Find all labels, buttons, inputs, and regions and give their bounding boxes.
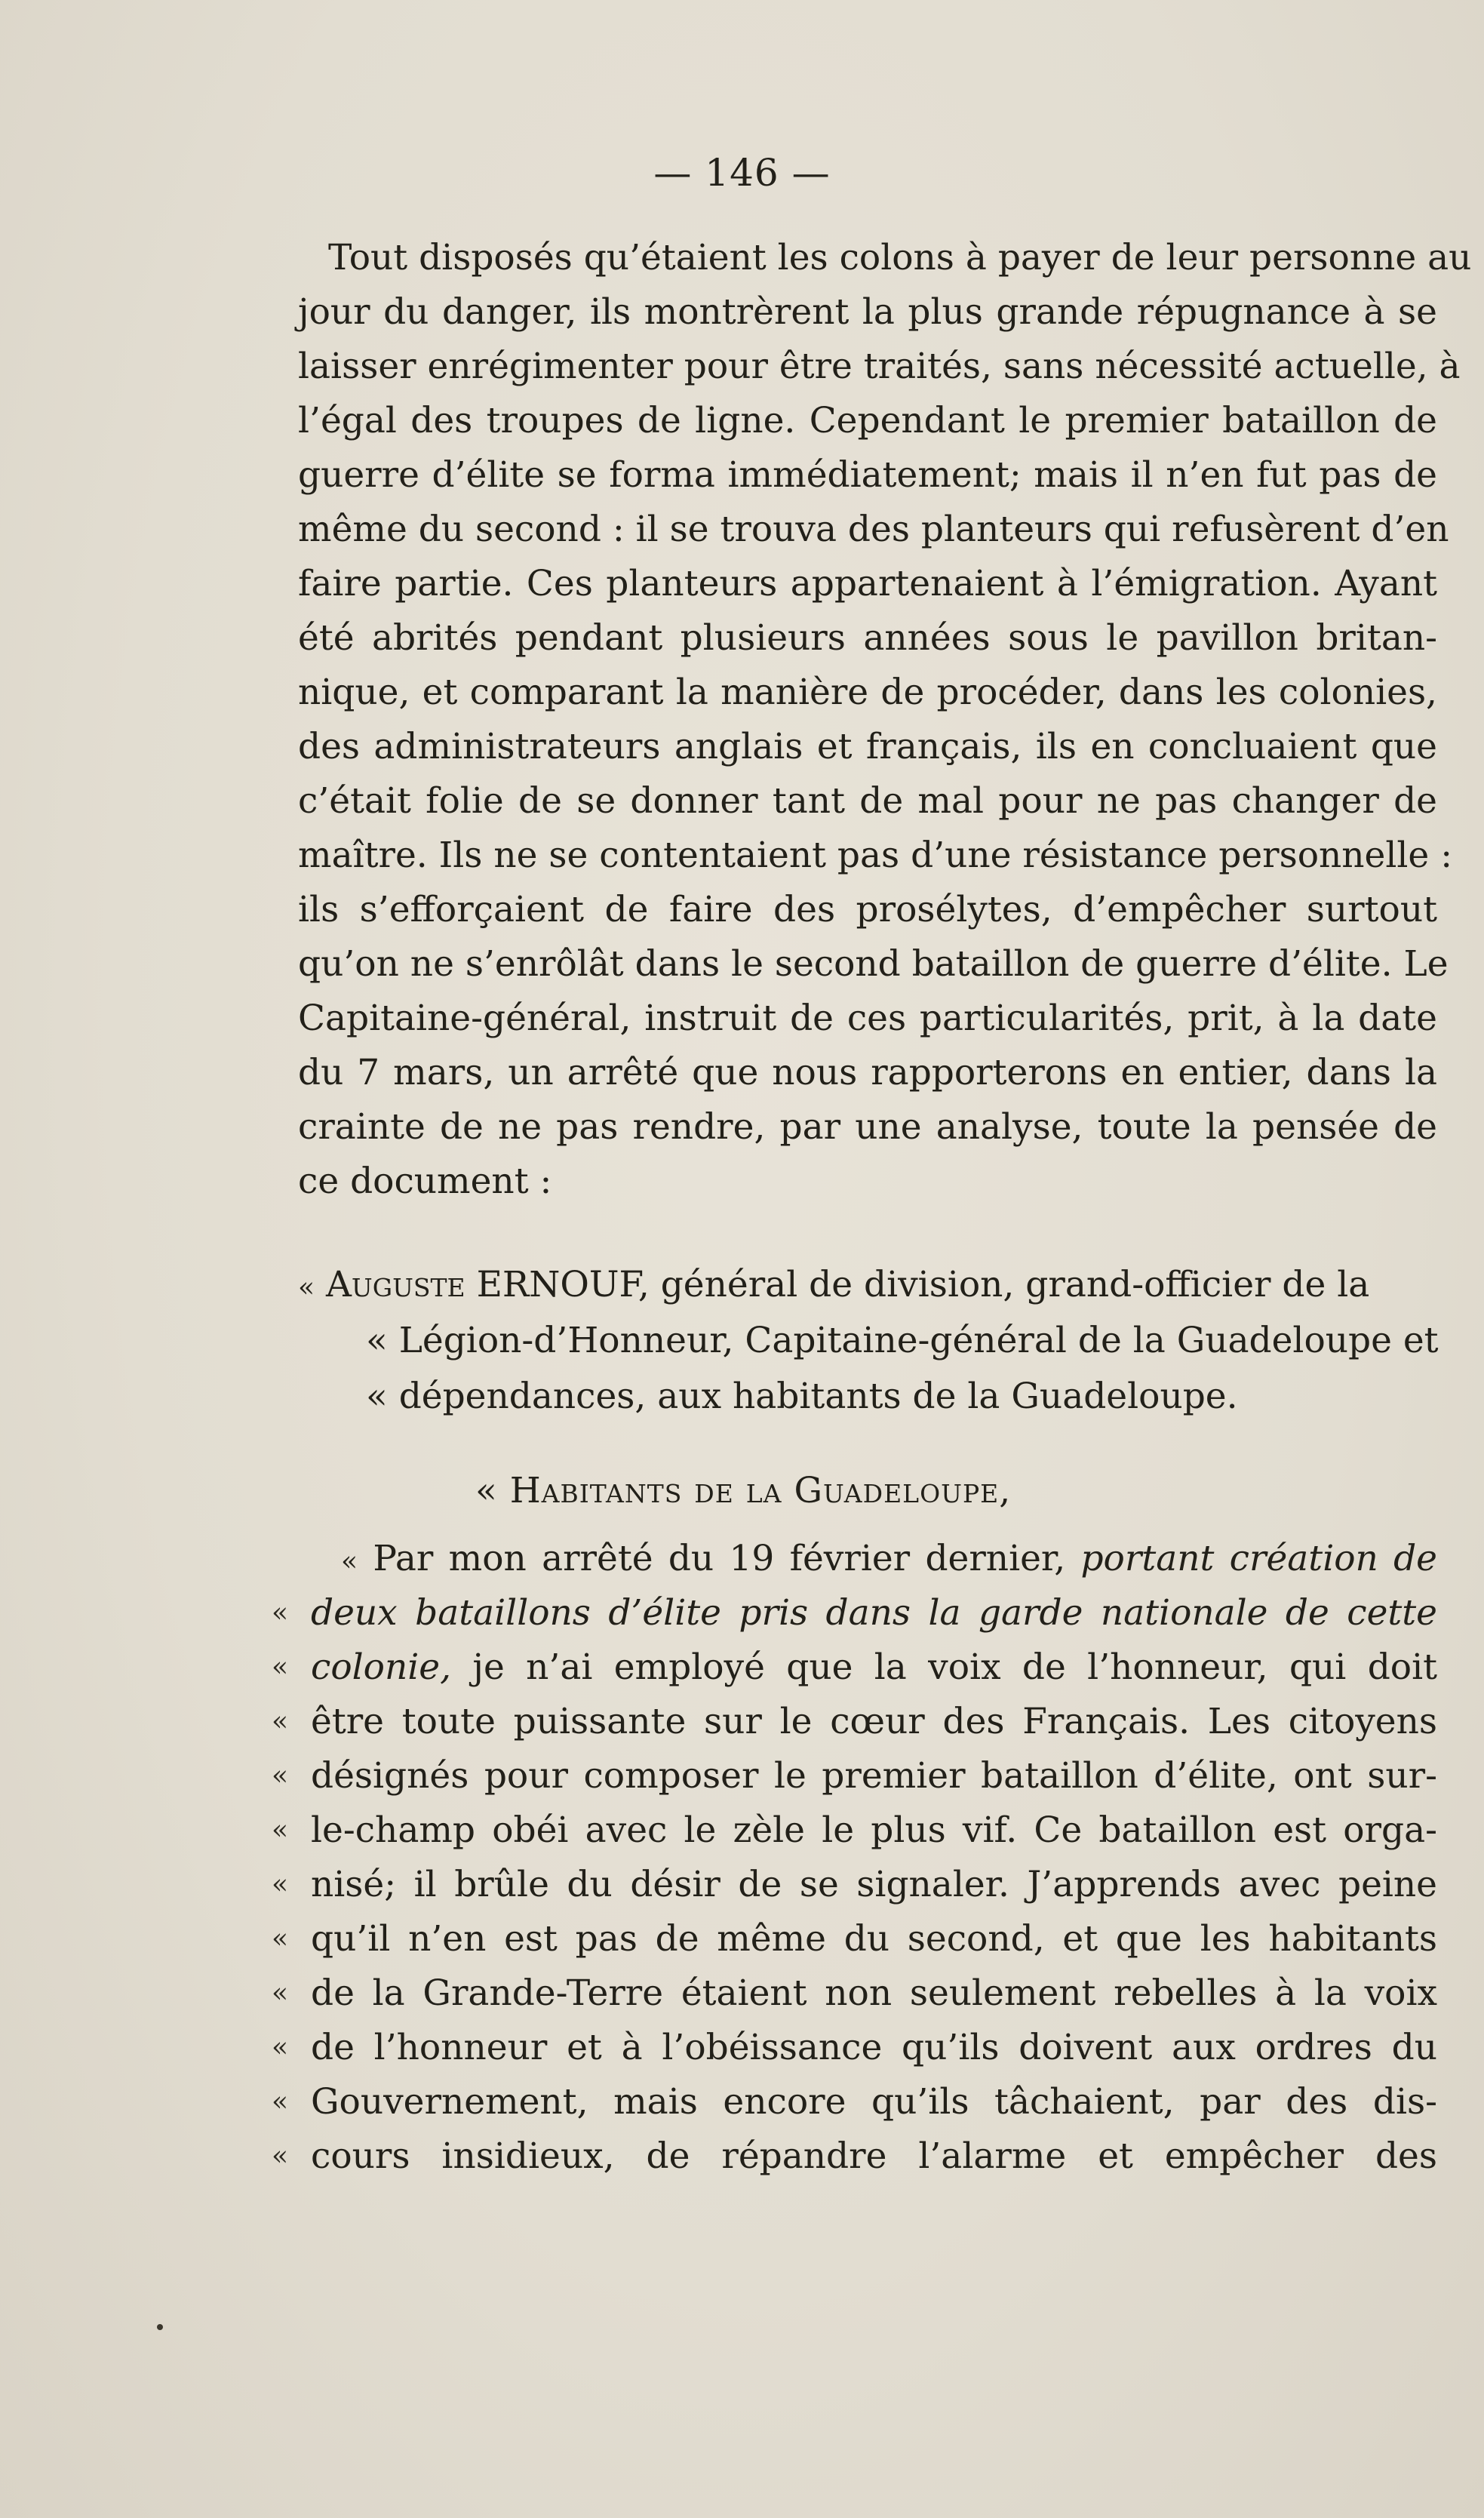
text-line: jour du danger, ils montrèrent la plus grande répugnance à se bbox=[298, 291, 1437, 333]
quote-text: désignés pour composer le premier bataillon d’élite, ont sur- bbox=[311, 1755, 1437, 1797]
quote-mark: « bbox=[272, 1706, 289, 1737]
quote-mark-inline: « bbox=[341, 1546, 358, 1577]
quote-mark: « bbox=[272, 1978, 289, 2009]
quote-mark: « bbox=[272, 2086, 289, 2117]
quote-line bbox=[272, 1803, 1437, 1858]
author-first-name: Auguste bbox=[325, 1264, 465, 1305]
quote-text: de la Grande-Terre étaient non seulement rebelles à la voix bbox=[311, 1972, 1437, 2014]
quote-line bbox=[272, 1695, 1437, 1749]
text-line: maître. Ils ne se contentaient pas d’une résistance personnelle : bbox=[298, 835, 1453, 876]
text-line: laisser enrégimenter pour être traités, sans nécessité actuelle, à bbox=[298, 346, 1461, 387]
text-line: été abrités pendant plusieurs années sous le pavillon britan- bbox=[298, 617, 1437, 659]
quote-mark: « bbox=[272, 1760, 289, 1791]
quote-mark: « bbox=[298, 1272, 315, 1303]
text-line: même du second : il se trouva des planteurs qui refusèrent d’en bbox=[298, 509, 1449, 550]
quote-text-italic: portant création de bbox=[1080, 1538, 1437, 1579]
page-speck bbox=[157, 2324, 163, 2330]
author-line-1 bbox=[298, 1257, 1437, 1313]
quote-text-plain: je n’ai employé que la voix de l’honneur, qui doit bbox=[451, 1646, 1437, 1688]
quote-text-italic: deux bataillons d’élite pris dans la garde nationale de cette bbox=[311, 1592, 1437, 1634]
quote-mark: « bbox=[272, 1815, 289, 1846]
text-line: Capitaine-général, instruit de ces particularités, prit, à la date bbox=[298, 998, 1437, 1039]
quote-text: cours insidieux, de répandre l’alarme et empêcher des bbox=[311, 2135, 1437, 2177]
quote-mark: « bbox=[272, 1869, 289, 1900]
author-line-2: « Légion-d’Honneur, Capitaine-général de la Guadeloupe et bbox=[366, 1320, 1439, 1361]
text-line: c’était folie de se donner tant de mal pour ne pas changer de bbox=[298, 780, 1437, 822]
quote-text-plain: Par mon arrêté du 19 février dernier, bbox=[373, 1538, 1081, 1579]
author-title: , général de division, grand-officier de la bbox=[638, 1264, 1370, 1305]
text-line: crainte de ne pas rendre, par une analyse, toute la pensée de bbox=[298, 1106, 1437, 1148]
quote-mark: « bbox=[272, 1597, 289, 1628]
quote-text-italic: colonie, bbox=[311, 1646, 452, 1688]
quote-line bbox=[272, 1640, 1437, 1695]
quote-mark: « bbox=[272, 1652, 289, 1683]
text-line: guerre d’élite se forma immédiatement; mais il n’en fut pas de bbox=[298, 454, 1437, 496]
text-line: ils s’efforçaient de faire des prosélytes, d’empêcher surtout bbox=[298, 889, 1437, 930]
quote-text bbox=[311, 1640, 1437, 1695]
quote-mark: « bbox=[272, 1923, 289, 1954]
quote-mark: « bbox=[272, 2141, 289, 2172]
quote-text: qu’il n’en est pas de même du second, et que les habitants bbox=[311, 1918, 1437, 1960]
quote-text: de l’honneur et à l’obéissance qu’ils doivent aux ordres du bbox=[311, 2027, 1437, 2068]
quote-text: être toute puissante sur le cœur des Français. Les citoyens bbox=[311, 1701, 1437, 1742]
paragraph-main bbox=[298, 231, 1472, 1209]
quote-line bbox=[272, 2129, 1437, 2184]
quote-line bbox=[272, 1966, 1437, 2021]
quote-text: le-champ obéi avec le zèle le plus vif. Ce bataillon est orga- bbox=[311, 1809, 1437, 1851]
text-line: ce document : bbox=[298, 1161, 552, 1202]
decree-author-block bbox=[298, 1257, 1437, 1425]
text-line: Tout disposés qu’étaient les colons à payer de leur personne au bbox=[328, 237, 1472, 278]
quote-text bbox=[311, 1586, 1437, 1640]
quote-line bbox=[272, 1586, 1437, 1640]
text-line: du 7 mars, un arrêté que nous rapporterons en entier, dans la bbox=[298, 1052, 1437, 1093]
quote-mark: « bbox=[272, 2032, 289, 2063]
quote-line bbox=[272, 2075, 1437, 2129]
quote-line bbox=[272, 1532, 1437, 1586]
text-line: des administrateurs anglais et français, ils en concluaient que bbox=[298, 726, 1437, 767]
decree-quote bbox=[272, 1532, 1437, 2184]
text-line: nique, et comparant la manière de procéder, dans les colonies, bbox=[298, 672, 1437, 713]
quote-text: Gouvernement, mais encore qu’ils tâchaient, par des dis- bbox=[311, 2081, 1437, 2123]
author-last-name: ERNOUF bbox=[476, 1264, 638, 1305]
address-heading: « Habitants de la Guadeloupe, bbox=[475, 1470, 1012, 1511]
quote-line bbox=[272, 1749, 1437, 1803]
quote-line bbox=[272, 1858, 1437, 1912]
text-line: l’égal des troupes de ligne. Cependant le premier bataillon de bbox=[298, 400, 1437, 441]
page-number: — 146 — bbox=[653, 151, 831, 195]
text-line: qu’on ne s’enrôlât dans le second bataillon de guerre d’élite. Le bbox=[298, 943, 1449, 985]
quote-line bbox=[272, 2021, 1437, 2075]
quote-text bbox=[311, 1532, 1437, 1586]
quote-line bbox=[272, 1912, 1437, 1966]
quote-text: nisé; il brûle du désir de se signaler. J’apprends avec peine bbox=[311, 1864, 1437, 1905]
text-line: faire partie. Ces planteurs appartenaient à l’émigration. Ayant bbox=[298, 563, 1437, 604]
author-line-3: « dépendances, aux habitants de la Guadeloupe. bbox=[366, 1376, 1238, 1417]
